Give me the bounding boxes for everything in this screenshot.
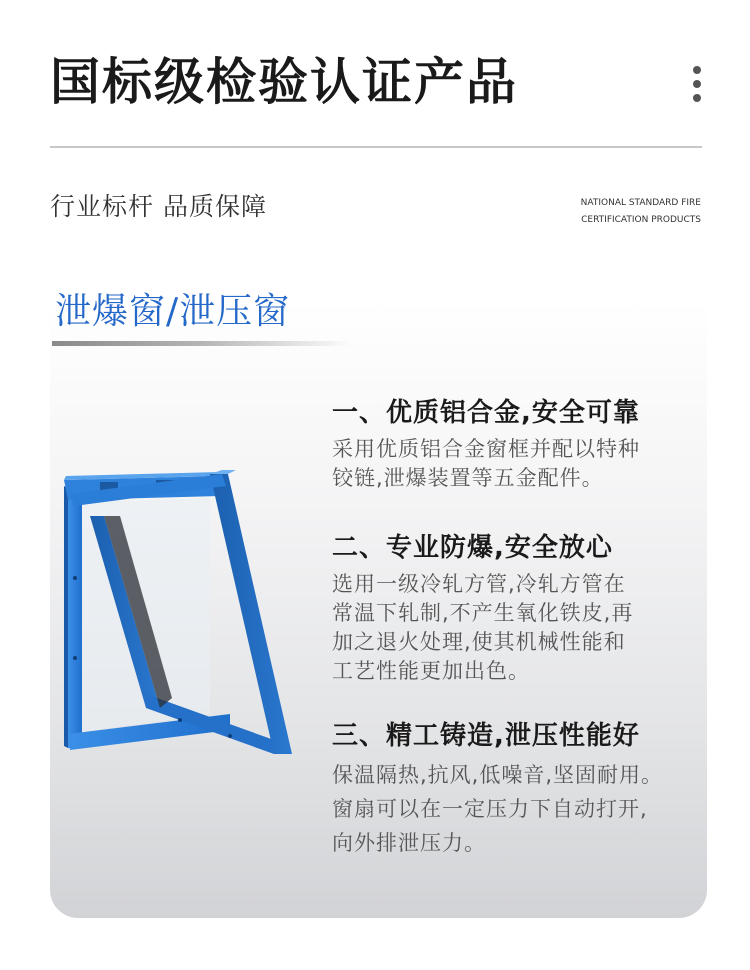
vent-window-illustration <box>60 458 292 758</box>
feature-2-title: 二、专业防爆,安全放心 <box>332 533 613 563</box>
feature-2-desc <box>332 570 712 686</box>
feature-3-desc <box>332 758 712 860</box>
feature-3-line-2: 窗扇可以在一定压力下自动打开, <box>332 797 648 821</box>
english-line-2: CERTIFICATION PRODUCTS <box>581 215 701 225</box>
feature-1-desc <box>332 435 712 493</box>
feature-1-title: 一、优质铝合金,安全可靠 <box>332 398 640 428</box>
english-line-1: NATIONAL STANDARD FIRE <box>580 198 701 208</box>
feature-2-line-1: 选用一级冷轧方管,冷轧方管在 <box>332 572 626 596</box>
english-subtitle <box>581 195 701 229</box>
feature-2 <box>332 530 712 686</box>
feature-3-title: 三、精工铸造,泄压性能好 <box>332 721 640 751</box>
feature-3-line-1: 保温隔热,抗风,低噪音,坚固耐用。 <box>332 763 664 787</box>
feature-2-line-3: 加之退火处理,使其机械性能和 <box>332 630 626 654</box>
feature-2-line-4: 工艺性能更加出色。 <box>332 659 530 683</box>
feature-2-line-2: 常温下轧制,不产生氧化铁皮,再 <box>332 601 634 625</box>
feature-1-line-2: 铰链,泄爆装置等五金配件。 <box>332 466 604 490</box>
title-underline <box>52 341 352 346</box>
more-menu-icon[interactable] <box>692 66 702 110</box>
header-divider <box>50 146 702 148</box>
tagline: 行业标杆 品质保障 <box>50 192 267 221</box>
feature-3 <box>332 718 712 860</box>
page-title: 国标级检验认证产品 <box>50 53 518 111</box>
product-title: 泄爆窗/泄压窗 <box>55 291 291 332</box>
feature-1-line-1: 采用优质铝合金窗框并配以特种 <box>332 437 640 461</box>
feature-3-line-3: 向外排泄压力。 <box>332 831 486 855</box>
feature-1 <box>332 395 712 493</box>
